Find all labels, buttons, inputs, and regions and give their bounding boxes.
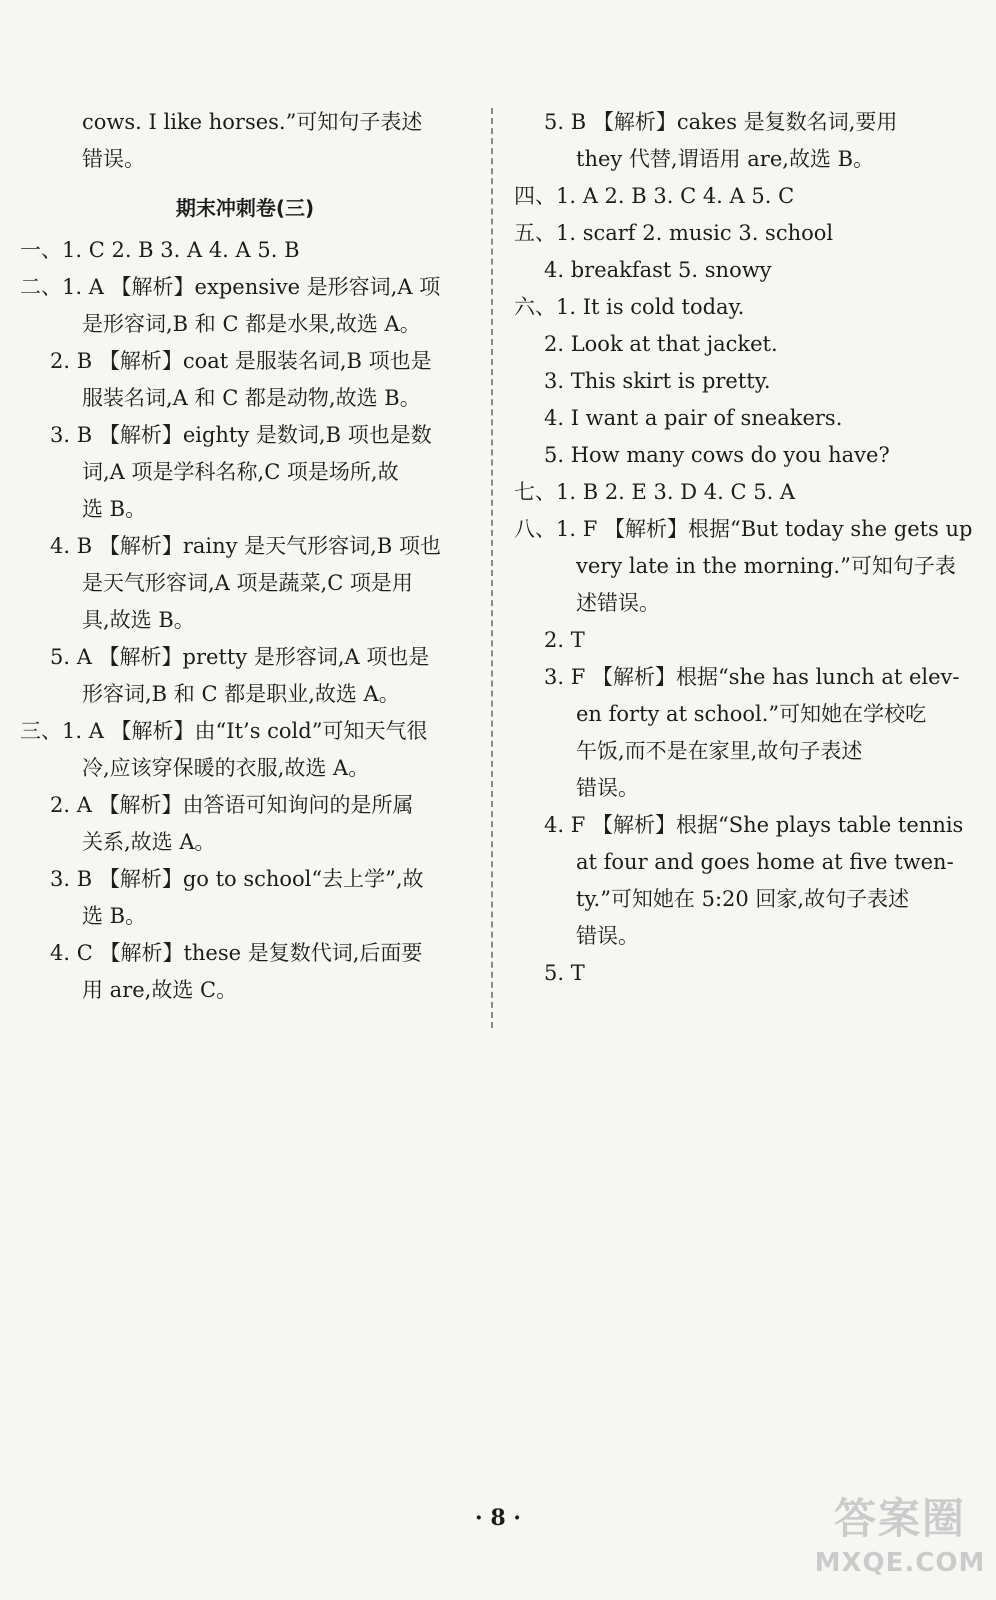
answer-line: 是天气形容词,A 项是蔬菜,C 项是用 <box>82 571 413 595</box>
answer-line: 2. Look at that jacket. <box>544 332 778 356</box>
answer-line: 5. A 【解析】pretty 是形容词,A 项也是 <box>50 645 430 669</box>
column-divider <box>491 108 493 1028</box>
answer-line: they 代替,谓语用 are,故选 B。 <box>576 147 875 171</box>
answer-line: 5. How many cows do you have? <box>544 443 890 467</box>
watermark-bottom-text: MXQE.COM <box>814 1548 986 1578</box>
answer-line: 六、1. It is cold today. <box>514 295 745 319</box>
answer-line: 是形容词,B 和 C 都是水果,故选 A。 <box>82 312 421 336</box>
answer-line: 述错误。 <box>576 591 660 615</box>
answer-line: 2. A 【解析】由答语可知询问的是所属 <box>50 793 414 817</box>
left-column <box>20 104 470 1009</box>
page-number: · 8 · <box>475 1505 521 1531</box>
answer-line: at four and goes home at five twen- <box>576 850 954 874</box>
right-lines-group <box>514 104 973 992</box>
answer-line: ty.”可知她在 5:20 回家,故句子表述 <box>576 887 910 911</box>
answer-line: 词,A 项是学科名称,C 项是场所,故 <box>82 460 399 484</box>
answer-line: 2. B 【解析】coat 是服装名词,B 项也是 <box>50 349 432 373</box>
left-lines-group <box>20 104 470 178</box>
answer-line: 七、1. B 2. E 3. D 4. C 5. A <box>514 480 796 504</box>
answer-line: 3. F 【解析】根据“she has lunch at elev- <box>544 665 960 689</box>
answer-line: 三、1. A 【解析】由“It’s cold”可知天气很 <box>20 719 428 743</box>
answer-line: 形容词,B 和 C 都是职业,故选 A。 <box>82 682 400 706</box>
answer-line: 3. B 【解析】eighty 是数词,B 项也是数 <box>50 423 432 447</box>
answer-line: 4. I want a pair of sneakers. <box>544 406 843 430</box>
answer-line: 3. This skirt is pretty. <box>544 369 771 393</box>
answer-line: 一、1. C 2. B 3. A 4. A 5. B <box>20 238 300 262</box>
answer-line: 错误。 <box>576 924 639 948</box>
answer-line: 五、1. scarf 2. music 3. school <box>514 221 834 245</box>
answer-line: 用 are,故选 C。 <box>82 978 238 1002</box>
answer-line: en forty at school.”可知她在学校吃 <box>576 702 927 726</box>
answer-line: 选 B。 <box>82 904 147 928</box>
answer-line: 4. C 【解析】these 是复数代词,后面要 <box>50 941 423 965</box>
answer-line: 5. B 【解析】cakes 是复数名词,要用 <box>544 110 898 134</box>
answer-line: 二、1. A 【解析】expensive 是形容词,A 项 <box>20 275 441 299</box>
answer-line: 关系,故选 A。 <box>82 830 216 854</box>
answer-line: 5. T <box>544 961 585 985</box>
answer-line: 选 B。 <box>82 497 147 521</box>
answer-line: 八、1. F 【解析】根据“But today she gets up <box>514 517 973 541</box>
answer-line: 错误。 <box>82 147 145 171</box>
answer-line: very late in the morning.”可知句子表 <box>576 554 956 578</box>
answer-line: 4. breakfast 5. snowy <box>544 258 772 282</box>
right-column <box>514 104 973 992</box>
answer-line: 2. T <box>544 628 585 652</box>
section-title: 期末冲刺卷(三) <box>175 196 315 220</box>
watermark-top-text: 答案圈 <box>833 1494 966 1543</box>
answer-line: 4. B 【解析】rainy 是天气形容词,B 项也 <box>50 534 441 558</box>
answer-line: 错误。 <box>576 776 639 800</box>
answer-line: 四、1. A 2. B 3. C 4. A 5. C <box>514 184 795 208</box>
watermark-logo <box>810 1492 990 1596</box>
answer-line: cows. I like horses.”可知句子表述 <box>82 110 423 134</box>
answer-line: 服装名词,A 和 C 都是动物,故选 B。 <box>82 386 421 410</box>
answer-line: 3. B 【解析】go to school“去上学”,故 <box>50 867 424 891</box>
answer-line: 具,故选 B。 <box>82 608 195 632</box>
answer-line: 4. F 【解析】根据“She plays table tennis <box>544 813 964 837</box>
left-lines-after-group <box>20 232 470 1009</box>
answer-line: 午饭,而不是在家里,故句子表述 <box>576 739 863 763</box>
answer-line: 冷,应该穿保暖的衣服,故选 A。 <box>82 756 370 780</box>
